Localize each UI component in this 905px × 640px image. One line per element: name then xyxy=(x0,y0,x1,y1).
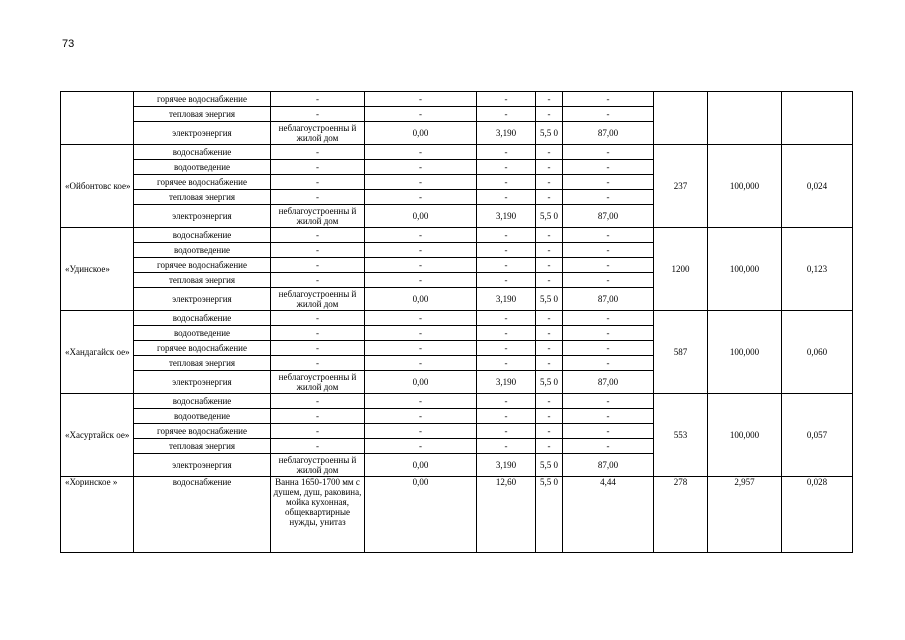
value-cell: - xyxy=(536,356,563,371)
tariff-table xyxy=(60,91,853,553)
value-cell: 87,00 xyxy=(563,122,654,145)
value-cell: - xyxy=(536,92,563,107)
summary-cell: 0,057 xyxy=(782,394,853,477)
value-cell: - xyxy=(271,326,365,341)
service-cell: тепловая энергия xyxy=(134,439,271,454)
value-cell: - xyxy=(563,424,654,439)
value-cell: 5,5 0 xyxy=(536,371,563,394)
service-cell: водоснабжение xyxy=(134,145,271,160)
value-cell: - xyxy=(563,273,654,288)
value-cell: - xyxy=(365,311,477,326)
value-cell: - xyxy=(563,311,654,326)
value-cell: 12,60 xyxy=(477,477,536,553)
value-cell: неблагоустроенны й жилой дом xyxy=(271,122,365,145)
value-cell: - xyxy=(365,175,477,190)
value-cell: - xyxy=(563,341,654,356)
summary-cell: 1200 xyxy=(654,228,708,311)
service-cell: электроэнергия xyxy=(134,122,271,145)
value-cell: неблагоустроенны й жилой дом xyxy=(271,288,365,311)
summary-cell xyxy=(782,92,853,145)
value-cell: - xyxy=(536,311,563,326)
value-cell: 5,5 0 xyxy=(536,477,563,553)
value-cell: - xyxy=(477,326,536,341)
value-cell: - xyxy=(271,341,365,356)
value-cell: - xyxy=(477,228,536,243)
service-cell: горячее водоснабжение xyxy=(134,258,271,273)
value-cell: - xyxy=(365,190,477,205)
value-cell: 3,190 xyxy=(477,205,536,228)
value-cell: - xyxy=(563,439,654,454)
service-cell: тепловая энергия xyxy=(134,356,271,371)
value-cell: - xyxy=(365,356,477,371)
service-cell: водоотведение xyxy=(134,160,271,175)
value-cell: - xyxy=(477,409,536,424)
value-cell: 87,00 xyxy=(563,454,654,477)
table-body xyxy=(61,92,853,553)
value-cell: 0,00 xyxy=(365,288,477,311)
service-cell: электроэнергия xyxy=(134,288,271,311)
value-cell: - xyxy=(563,160,654,175)
value-cell: - xyxy=(365,107,477,122)
value-cell: 87,00 xyxy=(563,288,654,311)
value-cell: - xyxy=(477,258,536,273)
value-cell: 3,190 xyxy=(477,454,536,477)
value-cell: - xyxy=(536,243,563,258)
service-cell: электроэнергия xyxy=(134,454,271,477)
value-cell: - xyxy=(563,107,654,122)
service-cell: водоснабжение xyxy=(134,477,271,553)
value-cell: - xyxy=(271,243,365,258)
service-cell: тепловая энергия xyxy=(134,273,271,288)
value-cell: - xyxy=(365,341,477,356)
value-cell: - xyxy=(477,273,536,288)
settlement-cell: «Удинское» xyxy=(61,228,134,311)
value-cell: - xyxy=(563,175,654,190)
settlement-cell: «Хандагайск ое» xyxy=(61,311,134,394)
value-cell: - xyxy=(536,175,563,190)
service-cell: тепловая энергия xyxy=(134,107,271,122)
value-cell: - xyxy=(563,326,654,341)
value-cell: - xyxy=(271,160,365,175)
summary-cell: 237 xyxy=(654,145,708,228)
value-cell: - xyxy=(365,273,477,288)
summary-cell: 553 xyxy=(654,394,708,477)
value-cell: - xyxy=(536,424,563,439)
value-cell: - xyxy=(271,145,365,160)
value-cell: - xyxy=(536,190,563,205)
value-cell: - xyxy=(536,409,563,424)
value-cell: - xyxy=(536,326,563,341)
value-cell: 3,190 xyxy=(477,371,536,394)
value-cell: 87,00 xyxy=(563,371,654,394)
settlement-cell xyxy=(61,92,134,145)
value-cell: - xyxy=(536,439,563,454)
value-cell: - xyxy=(271,356,365,371)
value-cell: - xyxy=(477,92,536,107)
service-cell: горячее водоснабжение xyxy=(134,175,271,190)
value-cell: 5,5 0 xyxy=(536,288,563,311)
value-cell: - xyxy=(271,107,365,122)
value-cell: - xyxy=(563,409,654,424)
value-cell: - xyxy=(536,160,563,175)
value-cell: - xyxy=(271,273,365,288)
value-cell: - xyxy=(563,92,654,107)
summary-cell: 0,060 xyxy=(782,311,853,394)
value-cell: - xyxy=(536,258,563,273)
value-cell: 4,44 xyxy=(563,477,654,553)
value-cell: - xyxy=(365,409,477,424)
summary-cell: 278 xyxy=(654,477,708,553)
value-cell: - xyxy=(365,243,477,258)
table-row xyxy=(61,394,853,409)
value-cell: - xyxy=(365,439,477,454)
value-cell: 5,5 0 xyxy=(536,205,563,228)
value-cell: - xyxy=(563,394,654,409)
value-cell: - xyxy=(365,394,477,409)
settlement-cell: «Ойбонтовс кое» xyxy=(61,145,134,228)
service-cell: водоотведение xyxy=(134,409,271,424)
value-cell: - xyxy=(477,175,536,190)
summary-cell: 2,957 xyxy=(708,477,782,553)
value-cell: - xyxy=(365,258,477,273)
value-cell: - xyxy=(536,228,563,243)
summary-cell: 0,028 xyxy=(782,477,853,553)
value-cell: - xyxy=(536,273,563,288)
value-cell: - xyxy=(365,326,477,341)
summary-cell: 0,123 xyxy=(782,228,853,311)
service-cell: электроэнергия xyxy=(134,371,271,394)
summary-cell: 0,024 xyxy=(782,145,853,228)
value-cell: - xyxy=(477,190,536,205)
value-cell: - xyxy=(477,107,536,122)
value-cell: - xyxy=(271,439,365,454)
value-cell: 0,00 xyxy=(365,205,477,228)
value-cell: - xyxy=(477,356,536,371)
value-cell: 3,190 xyxy=(477,288,536,311)
value-cell: 3,190 xyxy=(477,122,536,145)
value-cell: - xyxy=(563,243,654,258)
value-cell: - xyxy=(563,190,654,205)
value-cell: 5,5 0 xyxy=(536,454,563,477)
value-cell: - xyxy=(563,356,654,371)
value-cell: 5,5 0 xyxy=(536,122,563,145)
service-cell: водоотведение xyxy=(134,243,271,258)
value-cell: - xyxy=(477,424,536,439)
service-cell: горячее водоснабжение xyxy=(134,341,271,356)
service-cell: водоснабжение xyxy=(134,311,271,326)
service-cell: водоснабжение xyxy=(134,228,271,243)
service-cell: электроэнергия xyxy=(134,205,271,228)
page-number: 73 xyxy=(62,38,75,50)
value-cell: - xyxy=(563,145,654,160)
value-cell: - xyxy=(477,243,536,258)
settlement-cell: «Хоринское » xyxy=(61,477,134,553)
service-cell: водоотведение xyxy=(134,326,271,341)
value-cell: - xyxy=(477,160,536,175)
value-cell: - xyxy=(536,394,563,409)
value-cell: - xyxy=(365,160,477,175)
value-cell: - xyxy=(271,311,365,326)
value-cell: 87,00 xyxy=(563,205,654,228)
summary-cell xyxy=(708,92,782,145)
table-row xyxy=(61,311,853,326)
value-cell: - xyxy=(536,341,563,356)
value-cell: - xyxy=(365,424,477,439)
summary-cell: 100,000 xyxy=(708,145,782,228)
value-cell: - xyxy=(271,92,365,107)
value-cell: - xyxy=(477,145,536,160)
value-cell: 0,00 xyxy=(365,454,477,477)
value-cell: - xyxy=(536,107,563,122)
value-cell: неблагоустроенны й жилой дом xyxy=(271,454,365,477)
summary-cell: 100,000 xyxy=(708,228,782,311)
value-cell: 0,00 xyxy=(365,122,477,145)
summary-cell: 100,000 xyxy=(708,394,782,477)
value-cell: - xyxy=(271,258,365,273)
value-cell: неблагоустроенны й жилой дом xyxy=(271,205,365,228)
value-cell: - xyxy=(271,394,365,409)
summary-cell: 100,000 xyxy=(708,311,782,394)
value-cell: - xyxy=(563,228,654,243)
summary-cell: 587 xyxy=(654,311,708,394)
value-cell: - xyxy=(536,145,563,160)
summary-cell xyxy=(654,92,708,145)
service-cell: горячее водоснабжение xyxy=(134,424,271,439)
value-cell: - xyxy=(563,258,654,273)
value-cell: - xyxy=(477,341,536,356)
value-cell: - xyxy=(477,311,536,326)
value-cell: - xyxy=(477,394,536,409)
service-cell: водоснабжение xyxy=(134,394,271,409)
value-cell: - xyxy=(271,190,365,205)
value-cell: - xyxy=(271,228,365,243)
value-cell: - xyxy=(365,92,477,107)
table-row xyxy=(61,145,853,160)
value-cell: - xyxy=(477,439,536,454)
value-cell: - xyxy=(271,409,365,424)
value-cell: - xyxy=(271,175,365,190)
table-row xyxy=(61,477,853,553)
value-cell: - xyxy=(271,424,365,439)
settlement-cell: «Хасуртайск ое» xyxy=(61,394,134,477)
service-cell: тепловая энергия xyxy=(134,190,271,205)
value-cell: неблагоустроенны й жилой дом xyxy=(271,371,365,394)
service-cell: горячее водоснабжение xyxy=(134,92,271,107)
value-cell: - xyxy=(365,228,477,243)
table-row xyxy=(61,92,853,107)
value-cell: 0,00 xyxy=(365,477,477,553)
table-row xyxy=(61,228,853,243)
value-cell: 0,00 xyxy=(365,371,477,394)
value-cell: - xyxy=(365,145,477,160)
value-cell: Ванна 1650-1700 мм с душем, душ, раковина, мойка кухонная, общеквартирные нужды, унитаз xyxy=(271,477,365,553)
